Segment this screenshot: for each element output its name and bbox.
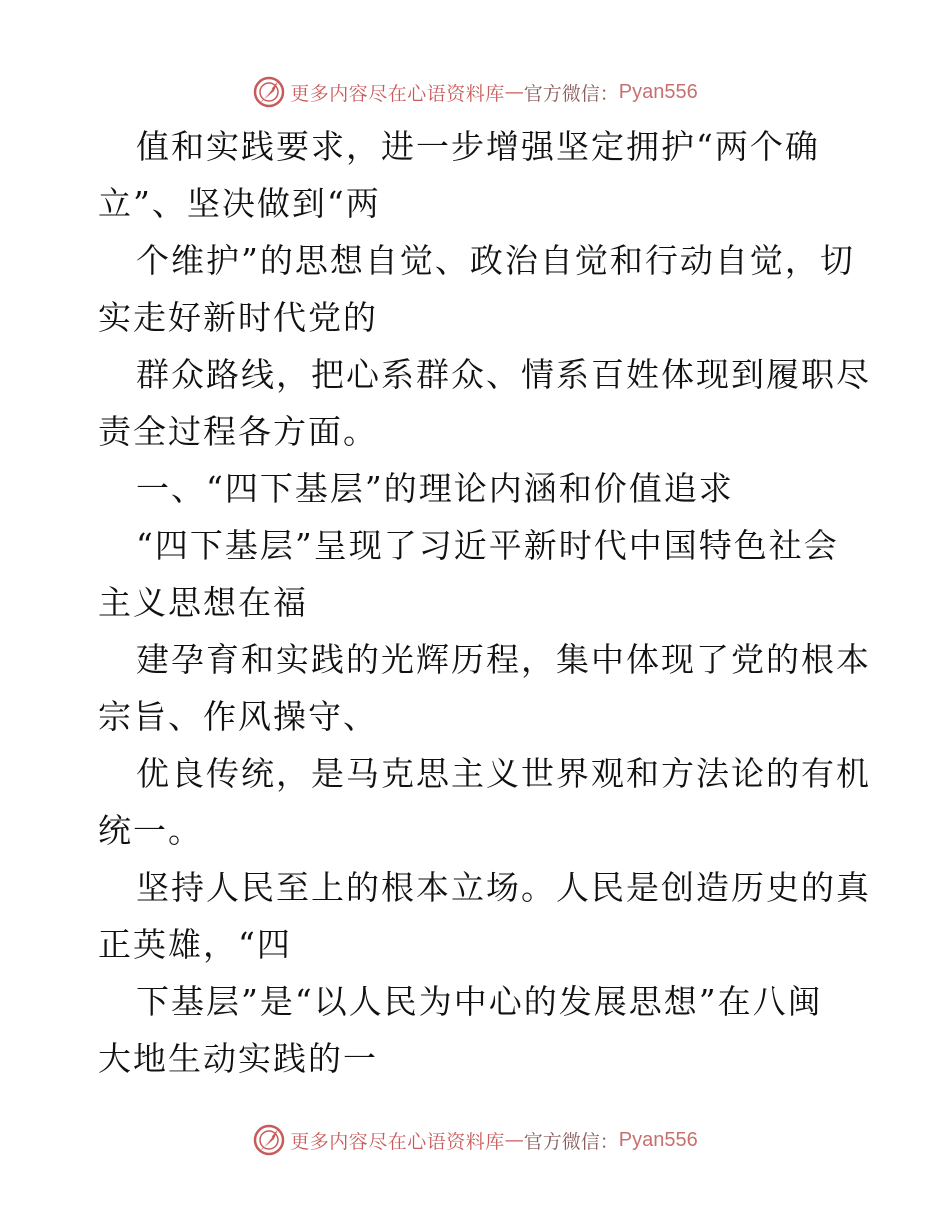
watermark-suffix-text: 官方微信： [523, 1130, 619, 1153]
text-line: 建孕育和实践的光辉历程，集中体现了党的根本 [136, 640, 871, 679]
text-line: 群众路线，把心系群众、情系百姓体现到履职尽 [136, 355, 871, 394]
text-line: 优良传统，是马克思主义世界观和方法论的有机 [136, 754, 871, 793]
text-line: 大地生动实践的一 [98, 1039, 378, 1078]
watermark-main-text: 更多内容尽在心语资料库 [290, 1130, 505, 1153]
text-line: 主义思想在福 [98, 583, 308, 622]
quill-pen-logo-icon [252, 75, 286, 109]
text-line: 值和实践要求，进一步增强坚定拥护“两个确 [136, 127, 820, 166]
text-line: 个维护”的思想自觉、政治自觉和行动自觉，切 [136, 241, 855, 280]
text-line: 下基层”是“以人民为中心的发展思想”在八闽 [136, 982, 823, 1021]
watermark-group [252, 1123, 698, 1157]
watermark-main-text: 更多内容尽在心语资料库 [290, 82, 505, 105]
text-line: 宗旨、作风操守、 [98, 697, 378, 736]
footer-watermark [0, 1120, 950, 1160]
text-line: 实走好新时代党的 [98, 298, 378, 337]
text-line: 责全过程各方面。 [98, 412, 378, 451]
text-line: 立”、坚决做到“两 [98, 184, 381, 223]
text-line: 坚持人民至上的根本立场。人民是创造历史的真 [136, 868, 871, 907]
header-watermark [0, 72, 950, 112]
text-line: 正英雄，“四 [98, 925, 292, 964]
watermark-wechat-id: Pyan556 [618, 1128, 698, 1151]
document-body [98, 118, 871, 1087]
watermark-dash: — [504, 1129, 524, 1151]
text-line: 一、“四下基层”的理论内涵和价值追求 [136, 469, 734, 508]
text-line: “四下基层”呈现了习近平新时代中国特色社会 [136, 526, 839, 565]
watermark-dash: — [504, 81, 524, 103]
quill-pen-logo-icon [252, 1123, 286, 1157]
watermark-group [252, 75, 698, 109]
text-line: 统一。 [98, 811, 203, 850]
watermark-suffix-text: 官方微信： [523, 82, 619, 105]
watermark-wechat-id: Pyan556 [618, 80, 698, 103]
